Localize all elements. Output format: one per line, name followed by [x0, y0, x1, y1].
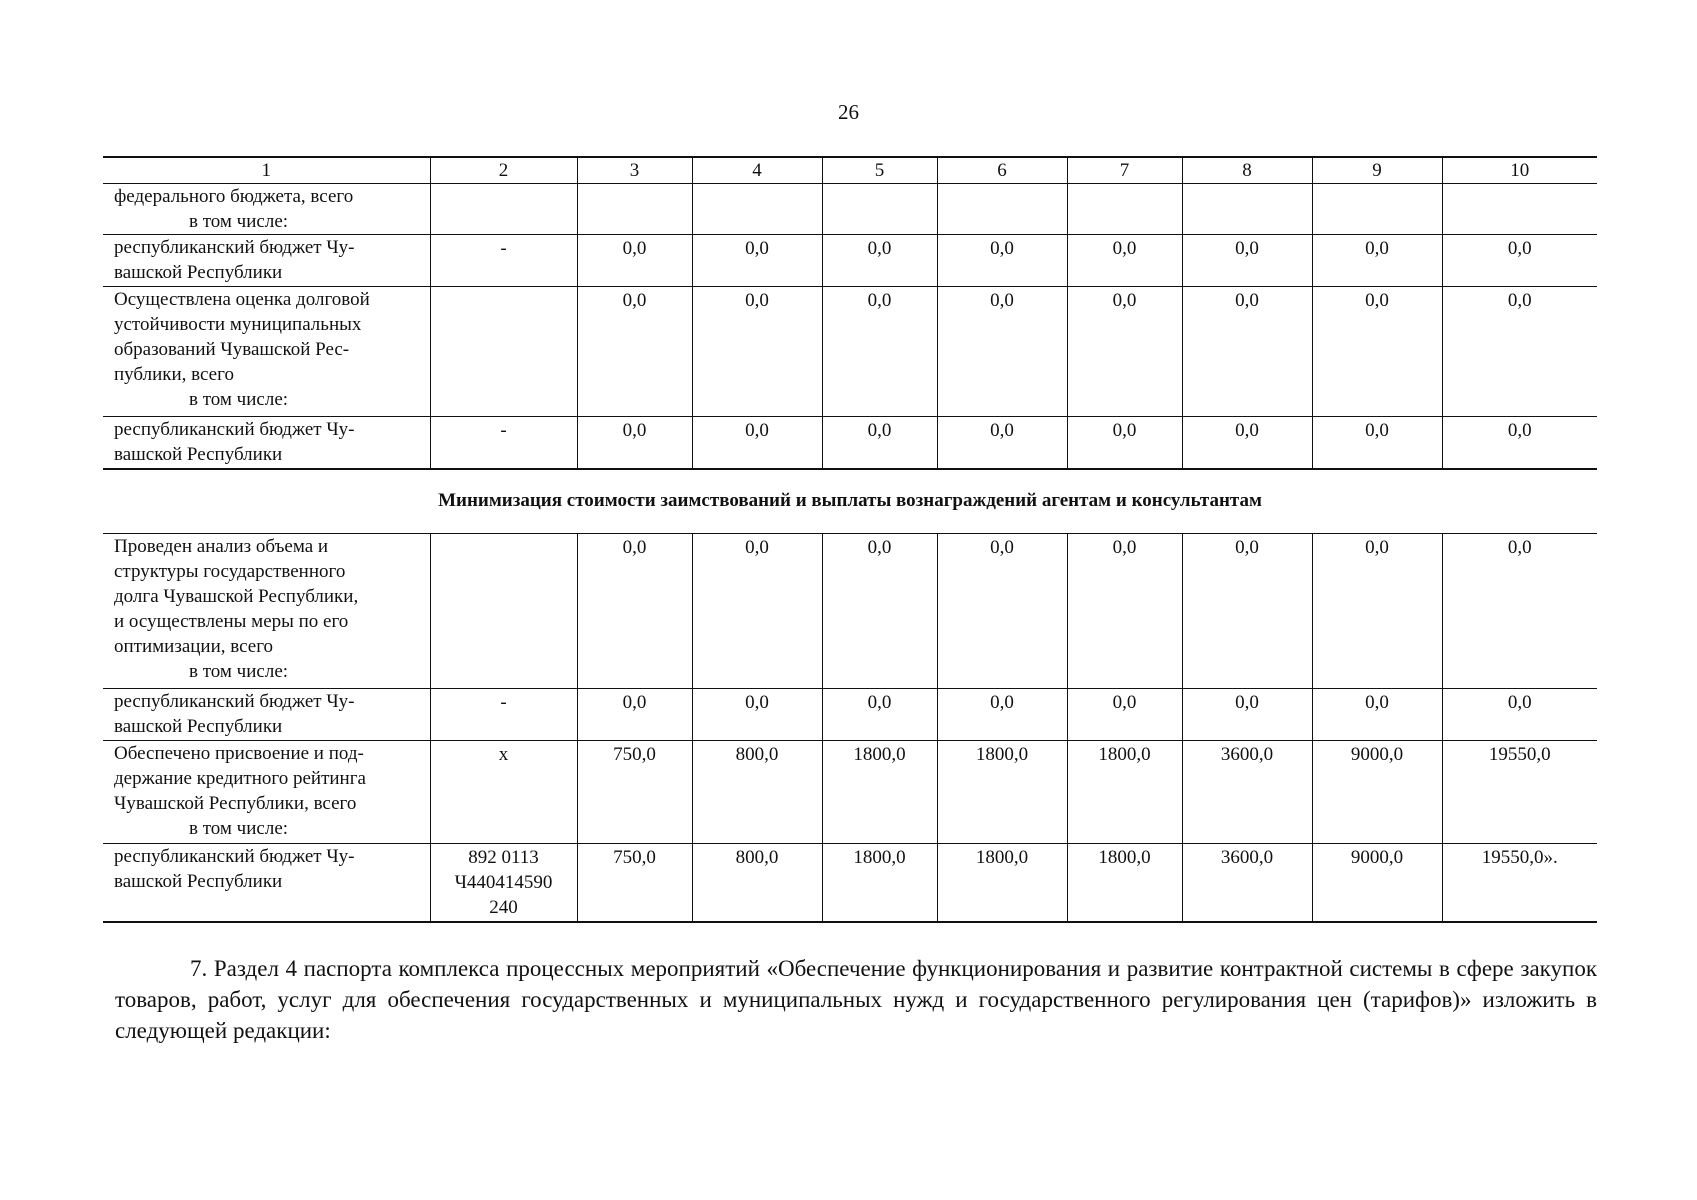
value-cell: [1182, 184, 1312, 235]
description-line: Обеспечено присвоение и под-: [114, 743, 364, 764]
budget-code-line: -: [500, 692, 507, 713]
budget-code-cell: [430, 417, 577, 469]
description-line: федерального бюджета, всего: [114, 186, 354, 207]
including-label: в том числе:: [189, 661, 289, 682]
column-number-6: 6: [937, 157, 1067, 184]
value-cell: 0,0: [937, 417, 1067, 469]
value-cell: 9000,0: [1312, 741, 1442, 844]
value-cell: 0,0: [577, 689, 692, 741]
value-cell: 0,0: [692, 534, 822, 689]
value-cell: 0,0: [1067, 287, 1182, 417]
row-description: [103, 844, 430, 922]
description-line: республиканский бюджет Чу-: [114, 237, 355, 258]
value-cell: 800,0: [692, 741, 822, 844]
row-description: [103, 689, 430, 741]
budget-code-line: х: [498, 744, 509, 765]
table-row: [103, 741, 1597, 844]
value-cell: 0,0: [822, 287, 937, 417]
description-line: публики, всего: [114, 364, 234, 385]
value-cell: 750,0: [577, 844, 692, 922]
value-cell: 0,0: [577, 287, 692, 417]
table-row: [103, 235, 1597, 287]
value-cell: 0,0: [1442, 287, 1597, 417]
value-cell: 0,0: [937, 689, 1067, 741]
column-number-5: 5: [822, 157, 937, 184]
budget-code-cell: [430, 534, 577, 689]
value-cell: 9000,0: [1312, 844, 1442, 922]
budget-code-line: 892 0113: [468, 847, 539, 868]
description-line: Осуществлена оценка долговой: [114, 289, 370, 310]
description-line: держание кредитного рейтинга: [114, 768, 366, 789]
budget-code-line: -: [500, 238, 507, 259]
value-cell: 0,0: [692, 417, 822, 469]
value-cell: [577, 184, 692, 235]
value-cell: 19550,0».: [1442, 844, 1597, 922]
value-cell: 0,0: [692, 689, 822, 741]
budget-code-line: 240: [489, 897, 518, 918]
column-number-8: 8: [1182, 157, 1312, 184]
value-cell: 750,0: [577, 741, 692, 844]
table-row: [103, 184, 1597, 235]
value-cell: 0,0: [822, 689, 937, 741]
value-cell: 1800,0: [937, 844, 1067, 922]
value-cell: 0,0: [1182, 689, 1312, 741]
value-cell: 0,0: [1442, 417, 1597, 469]
value-cell: 1800,0: [822, 844, 937, 922]
column-number-4: 4: [692, 157, 822, 184]
row-description: [103, 741, 430, 844]
value-cell: 0,0: [822, 235, 937, 287]
description-line: вашской Республики: [114, 716, 283, 737]
description-line: республиканский бюджет Чу-: [114, 846, 355, 867]
value-cell: 0,0: [1067, 417, 1182, 469]
column-number-10: 10: [1442, 157, 1597, 184]
table-header-row: [103, 157, 1597, 184]
value-cell: 0,0: [1312, 287, 1442, 417]
value-cell: 3600,0: [1182, 844, 1312, 922]
value-cell: 0,0: [1312, 417, 1442, 469]
value-cell: 1800,0: [1067, 741, 1182, 844]
page-number: 26: [838, 100, 859, 124]
value-cell: [822, 184, 937, 235]
value-cell: 0,0: [822, 417, 937, 469]
value-cell: 0,0: [822, 534, 937, 689]
description-line: Чувашской Республики, всего: [114, 793, 357, 814]
description-line: долга Чувашской Республики,: [114, 586, 359, 607]
value-cell: 0,0: [1067, 235, 1182, 287]
description-line: республиканский бюджет Чу-: [114, 691, 355, 712]
description-line: вашской Республики: [114, 262, 283, 283]
table-row: [103, 534, 1597, 689]
value-cell: 0,0: [1182, 235, 1312, 287]
description-line: Проведен анализ объема и: [114, 536, 329, 557]
value-cell: 1800,0: [1067, 844, 1182, 922]
value-cell: 0,0: [1442, 235, 1597, 287]
value-cell: [1067, 184, 1182, 235]
value-cell: 800,0: [692, 844, 822, 922]
value-cell: [937, 184, 1067, 235]
row-description: [103, 287, 430, 417]
value-cell: 0,0: [1312, 689, 1442, 741]
including-label: в том числе:: [189, 211, 289, 232]
description-line: устойчивости муниципальных: [114, 314, 362, 335]
value-cell: 0,0: [937, 287, 1067, 417]
value-cell: 0,0: [937, 534, 1067, 689]
value-cell: 3600,0: [1182, 741, 1312, 844]
value-cell: 0,0: [692, 287, 822, 417]
value-cell: 0,0: [1067, 689, 1182, 741]
value-cell: 1800,0: [937, 741, 1067, 844]
budget-code-cell: [430, 741, 577, 844]
value-cell: 0,0: [577, 534, 692, 689]
budget-table-part-1: [103, 156, 1597, 470]
description-line: вашской Республики: [114, 444, 283, 465]
row-description: [103, 417, 430, 469]
table-row: [103, 287, 1597, 417]
value-cell: 0,0: [1067, 534, 1182, 689]
value-cell: 0,0: [577, 235, 692, 287]
value-cell: 0,0: [1182, 534, 1312, 689]
amendment-paragraph: 7. Раздел 4 паспорта комплекса процессных мероприятий «Обеспечение функционирования и развитие контрактной системы в сфере закупок товаров, работ, услуг для обеспечения государственных и муниципальных нужд и государственного регулирования цен (тарифов)» изложить в следующей редакции:: [115, 956, 1597, 1043]
table-row: [103, 844, 1597, 922]
table-row: [103, 689, 1597, 741]
value-cell: [1312, 184, 1442, 235]
value-cell: [692, 184, 822, 235]
description-line: оптимизации, всего: [114, 636, 274, 657]
value-cell: 0,0: [1182, 287, 1312, 417]
value-cell: 0,0: [1312, 534, 1442, 689]
description-line: образований Чувашской Рес-: [114, 339, 350, 360]
value-cell: 19550,0: [1442, 741, 1597, 844]
value-cell: 0,0: [1442, 689, 1597, 741]
value-cell: 0,0: [692, 235, 822, 287]
budget-code-cell: [430, 235, 577, 287]
description-line: вашской Республики: [114, 871, 283, 892]
column-number-7: 7: [1067, 157, 1182, 184]
including-label: в том числе:: [189, 818, 289, 839]
description-line: республиканский бюджет Чу-: [114, 419, 355, 440]
value-cell: [1442, 184, 1597, 235]
column-number-9: 9: [1312, 157, 1442, 184]
value-cell: 0,0: [937, 235, 1067, 287]
value-cell: 1800,0: [822, 741, 937, 844]
description-line: и осуществлены меры по его: [114, 611, 349, 632]
budget-code-line: Ч440414590: [454, 872, 553, 893]
budget-table-part-2: [103, 533, 1597, 923]
row-description: [103, 235, 430, 287]
table-row: [103, 417, 1597, 469]
section-title: Минимизация стоимости заимствований и выплаты вознаграждений агентам и консультантам: [438, 490, 1262, 511]
budget-code-cell: [430, 844, 577, 922]
budget-code-line: -: [500, 420, 507, 441]
row-description: [103, 184, 430, 235]
column-number-1: 1: [103, 157, 430, 184]
value-cell: 0,0: [1442, 534, 1597, 689]
value-cell: 0,0: [1312, 235, 1442, 287]
row-description: [103, 534, 430, 689]
value-cell: 0,0: [577, 417, 692, 469]
budget-code-cell: [430, 689, 577, 741]
column-number-3: 3: [577, 157, 692, 184]
column-number-2: 2: [430, 157, 577, 184]
budget-code-cell: [430, 287, 577, 417]
value-cell: 0,0: [1182, 417, 1312, 469]
including-label: в том числе:: [189, 389, 289, 410]
budget-code-cell: [430, 184, 577, 235]
description-line: структуры государственного: [114, 561, 346, 582]
